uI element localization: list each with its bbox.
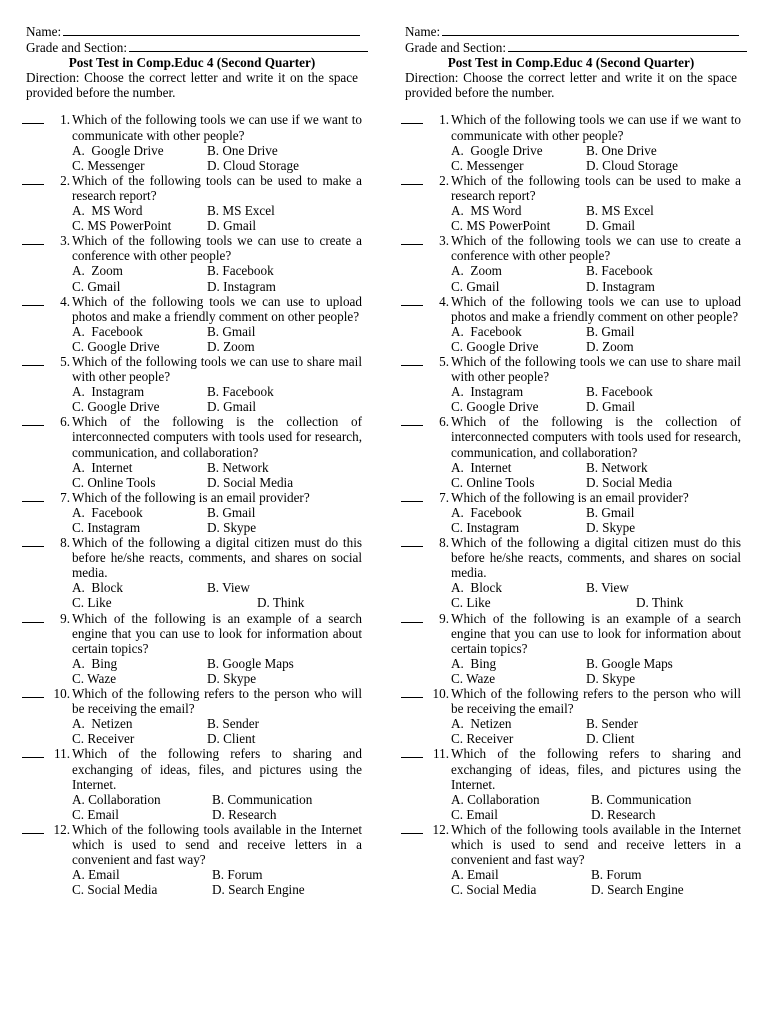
option-a: A. Netizen	[451, 716, 512, 732]
option-a: A. Email	[451, 867, 499, 883]
question-text: Which of the following tools available in the Internet which is used to send and receive letters in a convenient and fast way?	[451, 821, 741, 868]
option-a: A. Instagram	[451, 384, 524, 400]
question-item	[26, 746, 368, 821]
question-item	[26, 112, 368, 172]
option-b: B. Facebook	[207, 263, 274, 279]
question-number: 8.	[60, 535, 70, 551]
question-item	[26, 354, 368, 414]
option-a: A. Collaboration	[451, 791, 540, 807]
option-b: B. Sender	[207, 716, 260, 732]
option-d: D. Client	[586, 731, 635, 747]
answer-blank[interactable]	[401, 546, 423, 547]
option-b: B. Google Maps	[207, 655, 294, 671]
answer-blank[interactable]	[401, 365, 423, 366]
worksheet-page	[0, 23, 768, 1013]
question-item	[405, 414, 747, 489]
question-text: Which of the following is an example of a search engine that you can use to look for information about certain topics?	[72, 610, 362, 656]
question-item	[405, 112, 747, 172]
question-number: 9.	[60, 610, 70, 626]
option-b: B. Gmail	[207, 504, 256, 520]
question-item	[405, 233, 747, 293]
question-text: Which of the following tools we can use to create a conference with other people?	[72, 233, 362, 264]
answer-blank[interactable]	[22, 757, 44, 758]
name-line	[26, 23, 368, 39]
option-b: B. MS Excel	[586, 203, 654, 219]
answer-options	[451, 324, 747, 354]
question-item	[405, 535, 747, 610]
option-a: A. Zoom	[451, 263, 502, 279]
answer-blank[interactable]	[22, 365, 44, 366]
name-blank[interactable]	[442, 23, 739, 36]
question-text: Which of the following tools can be used to make a research report?	[451, 172, 741, 203]
answer-blank[interactable]	[22, 425, 44, 426]
question-number: 1.	[60, 112, 70, 128]
question-item	[26, 611, 368, 686]
answer-blank[interactable]	[401, 184, 423, 185]
option-c: C. Social Media	[451, 882, 537, 898]
question-item	[26, 294, 368, 354]
question-number: 10.	[432, 686, 449, 702]
question-number: 3.	[60, 233, 70, 249]
answer-options	[451, 203, 747, 233]
name-label: Name:	[26, 24, 62, 39]
option-d: D. Cloud Storage	[207, 157, 299, 173]
option-a: A. MS Word	[72, 203, 143, 219]
option-b: B. Sender	[586, 716, 639, 732]
option-c: C. Like	[451, 595, 491, 611]
option-c: C. Waze	[451, 670, 496, 686]
grade-section-line	[405, 39, 747, 55]
option-d: D. Skype	[207, 520, 257, 535]
option-c: C. Messenger	[72, 157, 145, 173]
name-line	[405, 23, 747, 39]
question-number: 10.	[53, 686, 70, 702]
option-b: B. View	[207, 580, 250, 596]
answer-blank[interactable]	[401, 622, 423, 623]
answer-blank[interactable]	[401, 697, 423, 698]
option-b: B. Forum	[591, 867, 642, 883]
option-d: D. Search Engine	[591, 882, 684, 898]
option-a: A. Facebook	[72, 323, 143, 339]
option-a: A. Instagram	[72, 384, 145, 400]
answer-blank[interactable]	[22, 184, 44, 185]
answer-options	[451, 460, 747, 490]
question-item	[26, 822, 368, 897]
option-c: C. Gmail	[72, 278, 121, 294]
answer-options	[72, 203, 368, 233]
option-c: C. Online Tools	[451, 474, 535, 490]
option-d: D. Client	[207, 731, 256, 747]
answer-options	[72, 143, 368, 173]
option-d: D. Gmail	[207, 399, 257, 415]
option-c: C. Social Media	[72, 882, 158, 898]
option-b: B. Communication	[212, 791, 313, 807]
option-a: A. Internet	[72, 459, 133, 475]
question-text: Which of the following tools can be used to make a research report?	[72, 172, 362, 203]
question-text: Which of the following is an email provider?	[72, 489, 310, 505]
grade-label: Grade and Section:	[26, 40, 128, 56]
grade-section-blank[interactable]	[129, 39, 368, 52]
option-a: A. Collaboration	[72, 791, 161, 807]
option-d: D. Think	[257, 595, 305, 611]
question-number: 5.	[60, 353, 70, 369]
option-d: D. Social Media	[586, 474, 673, 490]
question-item	[405, 173, 747, 233]
answer-blank[interactable]	[401, 305, 423, 306]
option-c: C. Email	[72, 806, 119, 822]
option-a: A. Block	[451, 580, 502, 596]
option-c: C. Google Drive	[451, 399, 539, 415]
option-b: B. Forum	[212, 867, 263, 883]
option-c: C. Online Tools	[72, 474, 156, 490]
option-c: C. Like	[72, 595, 112, 611]
answer-options	[72, 505, 368, 535]
question-item	[405, 294, 747, 354]
answer-options	[72, 867, 368, 897]
answer-options	[72, 263, 368, 293]
option-a: A. Facebook	[451, 323, 522, 339]
question-number: 8.	[439, 535, 449, 551]
option-d: D. Skype	[586, 670, 636, 686]
question-number: 9.	[439, 610, 449, 626]
option-b: B. Gmail	[207, 323, 256, 339]
answer-blank[interactable]	[22, 833, 44, 834]
option-c: C. Waze	[72, 670, 117, 686]
question-item	[26, 686, 368, 746]
question-text: Which of the following tools we can use if we want to communicate with other people?	[72, 112, 362, 143]
option-d: D. Social Media	[207, 474, 294, 490]
option-a: A. Bing	[72, 655, 118, 671]
question-number: 11.	[433, 746, 449, 762]
option-a: A. Netizen	[72, 716, 133, 732]
option-a: A. Zoom	[72, 263, 123, 279]
answer-options	[451, 505, 747, 535]
option-c: C. Google Drive	[72, 338, 160, 354]
answer-options	[72, 656, 368, 686]
option-b: B. Network	[207, 459, 269, 475]
option-a: A. MS Word	[451, 203, 522, 219]
question-number: 6.	[60, 414, 70, 430]
answer-options	[451, 580, 747, 610]
left-copy	[26, 23, 368, 897]
answer-blank[interactable]	[22, 546, 44, 547]
question-list	[405, 112, 747, 897]
option-c: C. Receiver	[72, 731, 135, 747]
option-d: D. Think	[636, 595, 684, 611]
option-a: A. Facebook	[72, 504, 143, 520]
option-a: A. Facebook	[451, 504, 522, 520]
option-b: B. MS Excel	[207, 203, 275, 219]
question-text: Which of the following is the collection of interconnected computers with tools used for research, communication, and collaboration?	[72, 414, 362, 460]
direction-text: Direction: Choose the correct letter and write it on the space provided before the number.	[26, 70, 358, 101]
answer-options	[451, 143, 747, 173]
answer-options	[451, 656, 747, 686]
question-item	[26, 173, 368, 233]
answer-options	[72, 460, 368, 490]
question-number: 3.	[439, 233, 449, 249]
right-copy	[405, 23, 747, 897]
option-c: C. Gmail	[451, 278, 500, 294]
question-number: 4.	[60, 293, 70, 309]
question-text: Which of the following refers to sharing and exchanging of ideas, files, and pictures using the Internet.	[451, 746, 741, 792]
question-text: Which of the following tools we can use to share mail with other people?	[72, 353, 362, 385]
answer-blank[interactable]	[22, 697, 44, 698]
question-number: 1.	[439, 112, 449, 128]
question-text: Which of the following is an example of a search engine that you can use to look for information about certain topics?	[451, 610, 741, 656]
option-a: A. Block	[72, 580, 123, 596]
question-item	[405, 611, 747, 686]
question-number: 4.	[439, 293, 449, 309]
option-b: B. Gmail	[586, 323, 635, 339]
option-d: D. Instagram	[207, 278, 276, 294]
question-number: 12.	[53, 821, 70, 837]
option-b: B. Network	[586, 459, 648, 475]
option-d: D. Research	[591, 806, 656, 822]
option-b: B. Facebook	[586, 384, 653, 400]
answer-blank[interactable]	[401, 123, 423, 124]
grade-section-blank[interactable]	[508, 39, 747, 52]
option-d: D. Gmail	[207, 218, 257, 234]
answer-options	[72, 324, 368, 354]
question-text: Which of the following refers to sharing and exchanging of ideas, files, and pictures using the Internet.	[72, 746, 362, 792]
question-number: 5.	[439, 353, 449, 369]
option-d: D. Gmail	[586, 218, 636, 234]
answer-blank[interactable]	[401, 244, 423, 245]
answer-options	[451, 867, 747, 897]
question-item	[26, 535, 368, 610]
option-d: D. Zoom	[207, 338, 255, 354]
option-c: C. Instagram	[451, 520, 520, 535]
question-list	[26, 112, 368, 897]
question-item	[405, 490, 747, 535]
answer-blank[interactable]	[401, 833, 423, 834]
answer-options	[451, 716, 747, 746]
option-c: C. Instagram	[72, 520, 141, 535]
option-a: A. Google Drive	[72, 142, 164, 158]
answer-blank[interactable]	[22, 622, 44, 623]
option-b: B. View	[586, 580, 629, 596]
option-b: B. Gmail	[586, 504, 635, 520]
option-b: B. Google Maps	[586, 655, 673, 671]
option-c: C. Email	[451, 806, 498, 822]
option-a: A. Bing	[451, 655, 497, 671]
answer-blank[interactable]	[22, 501, 44, 502]
question-item	[26, 233, 368, 293]
option-b: B. One Drive	[207, 142, 278, 158]
question-text: Which of the following tools we can use if we want to communicate with other people?	[451, 112, 741, 143]
test-title: Post Test in Comp.Educ 4 (Second Quarter)	[447, 55, 695, 71]
answer-options	[451, 792, 747, 822]
question-item	[26, 490, 368, 535]
option-b: B. One Drive	[586, 142, 657, 158]
question-item	[26, 414, 368, 489]
question-text: Which of the following is an email provider?	[451, 489, 689, 505]
question-text: Which of the following is the collection of interconnected computers with tools used for research, communication, and collaboration?	[451, 414, 741, 460]
question-text: Which of the following tools available in the Internet which is used to send and receive letters in a convenient and fast way?	[72, 821, 362, 868]
option-d: D. Research	[212, 806, 277, 822]
question-text: Which of the following refers to the person who will be receiving the email?	[451, 686, 741, 717]
question-item	[405, 354, 747, 414]
option-d: D. Zoom	[586, 338, 634, 354]
answer-options	[72, 580, 368, 610]
option-c: C. Google Drive	[451, 338, 539, 354]
question-text: Which of the following tools we can use to upload photos and make a friendly comment on other people?	[72, 293, 362, 324]
question-item	[405, 686, 747, 746]
answer-options	[451, 384, 747, 414]
answer-options	[72, 792, 368, 822]
answer-blank[interactable]	[401, 501, 423, 502]
option-c: C. MS PowerPoint	[72, 218, 172, 234]
question-text: Which of the following a digital citizen must do this before he/she reacts, comments, and shares on social media.	[72, 535, 362, 581]
grade-label: Grade and Section:	[405, 40, 507, 56]
question-number: 2.	[60, 172, 70, 188]
question-item	[405, 746, 747, 821]
option-d: D. Search Engine	[212, 882, 305, 898]
option-d: D. Skype	[207, 670, 257, 686]
question-number: 2.	[439, 172, 449, 188]
direction-text: Direction: Choose the correct letter and write it on the space provided before the number.	[405, 70, 737, 101]
name-blank[interactable]	[63, 23, 360, 36]
option-d: D. Skype	[586, 520, 636, 535]
question-number: 7.	[60, 489, 70, 505]
answer-blank[interactable]	[22, 123, 44, 124]
question-number: 6.	[439, 414, 449, 430]
answer-blank[interactable]	[401, 757, 423, 758]
grade-section-line	[26, 39, 368, 55]
option-c: C. Google Drive	[72, 399, 160, 415]
option-b: B. Facebook	[586, 263, 653, 279]
option-b: B. Communication	[591, 791, 692, 807]
option-d: D. Instagram	[586, 278, 655, 294]
answer-options	[72, 716, 368, 746]
option-c: C. Messenger	[451, 157, 524, 173]
option-a: A. Internet	[451, 459, 512, 475]
option-c: C. Receiver	[451, 731, 514, 747]
option-c: C. MS PowerPoint	[451, 218, 551, 234]
option-b: B. Facebook	[207, 384, 274, 400]
answer-blank[interactable]	[22, 305, 44, 306]
answer-blank[interactable]	[22, 244, 44, 245]
answer-options	[72, 384, 368, 414]
question-text: Which of the following tools we can use to upload photos and make a friendly comment on other people?	[451, 293, 741, 324]
answer-options	[451, 263, 747, 293]
option-a: A. Email	[72, 867, 120, 883]
option-d: D. Cloud Storage	[586, 157, 678, 173]
question-number: 12.	[432, 821, 449, 837]
question-text: Which of the following refers to the person who will be receiving the email?	[72, 686, 362, 717]
answer-blank[interactable]	[401, 425, 423, 426]
question-number: 7.	[439, 489, 449, 505]
option-d: D. Gmail	[586, 399, 636, 415]
question-text: Which of the following a digital citizen must do this before he/she reacts, comments, and shares on social media.	[451, 535, 741, 581]
question-text: Which of the following tools we can use to share mail with other people?	[451, 353, 741, 385]
name-label: Name:	[405, 24, 441, 39]
question-item	[405, 822, 747, 897]
question-number: 11.	[54, 746, 70, 762]
option-a: A. Google Drive	[451, 142, 543, 158]
question-text: Which of the following tools we can use to create a conference with other people?	[451, 233, 741, 264]
test-title: Post Test in Comp.Educ 4 (Second Quarter)	[68, 55, 316, 71]
